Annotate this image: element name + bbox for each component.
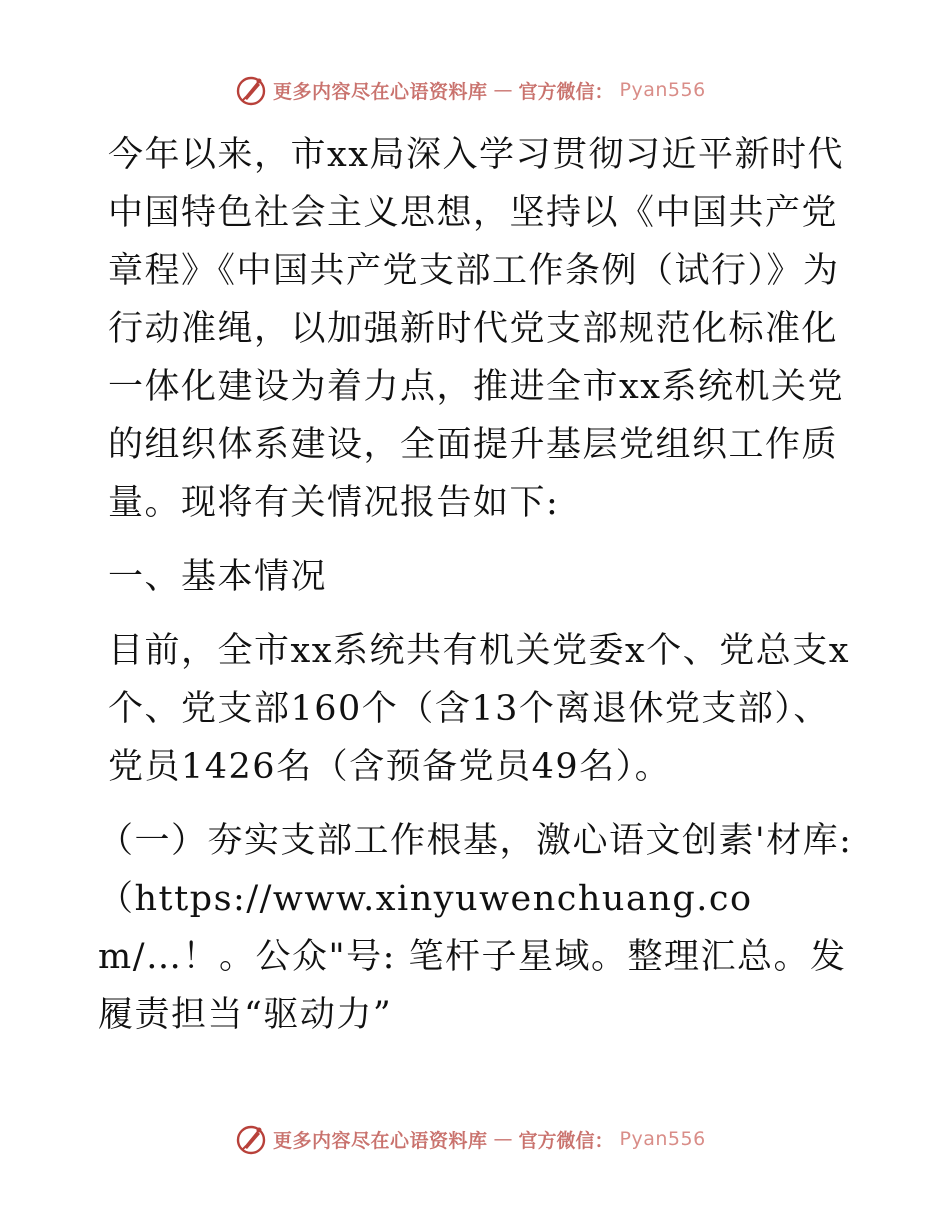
header-banner	[235, 72, 715, 108]
footer-banner	[235, 1121, 715, 1157]
footer-wechat-id: Pyan556	[619, 1128, 706, 1150]
quill-pen-logo-icon	[235, 74, 267, 106]
intro-paragraph: 今年以来，市xx局深入学习贯彻习近平新时代中国特色社会主义思想，坚持以《中国共产党章程》《中国共产党支部工作条例（试行）》为行动准绳，以加强新时代党支部规范化标准化一体化建设为着力点，推进全市xx系统机关党的组织体系建设，全面提升基层党组织工作质量。现将有关情况报告如下:	[108, 135, 844, 523]
header-separator: —	[493, 79, 513, 101]
subsection-1-paragraph: （一）夯实支部工作根基，激心语文创素'材库:（https://www.xinyuwenchuang.com/…！。公众"号: 笔杆子星域。整理汇总。发履责担当“驱动力”	[98, 821, 853, 1035]
footer-brand-text: 更多内容尽在心语资料库	[273, 1129, 488, 1152]
header-wechat-label: 官方微信：	[518, 80, 614, 103]
document-body	[98, 126, 858, 1044]
footer-separator: —	[493, 1128, 513, 1150]
header-wechat-id: Pyan556	[619, 79, 706, 101]
quill-pen-logo-icon	[235, 1123, 267, 1155]
section-1-heading: 一、基本情况	[108, 557, 328, 597]
header-brand-text: 更多内容尽在心语资料库	[273, 80, 488, 103]
footer-wechat-label: 官方微信：	[518, 1129, 614, 1152]
section-1-body: 目前，全市xx系统共有机关党委x个、党总支x个、党支部160个（含13个离退休党支部）、党员1426名（含预备党员49名）。	[108, 631, 850, 787]
